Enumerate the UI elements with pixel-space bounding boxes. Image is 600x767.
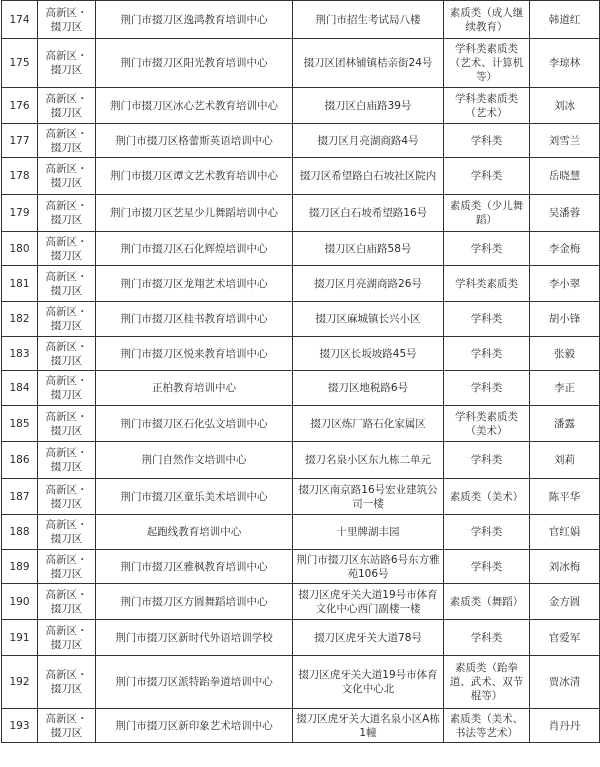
institution-name-cell: 荆门市掇刀区阳光教育培训中心 (96, 39, 293, 88)
category-cell: 素质类（少儿舞蹈） (444, 195, 530, 232)
category-cell: 学科类 (444, 337, 530, 371)
row-number-cell: 179 (2, 195, 38, 232)
row-number-cell: 189 (2, 550, 38, 584)
table-row (2, 442, 600, 479)
table-body (2, 1, 600, 743)
row-number-cell: 190 (2, 584, 38, 620)
category-cell: 素质类（舞蹈） (444, 584, 530, 620)
institution-name-cell: 荆门市掇刀区新印象艺术培训中心 (96, 709, 293, 743)
contact-person-cell: 韩道红 (530, 1, 600, 39)
address-cell: 掇刀区团林铺镇桔亲街24号 (293, 39, 444, 88)
institution-name-cell: 荆门自然作文培训中心 (96, 442, 293, 479)
contact-person-cell: 官爱军 (530, 620, 600, 656)
address-cell: 掇刀区虎牙关大道78号 (293, 620, 444, 656)
table-row (2, 302, 600, 337)
row-number-cell: 191 (2, 620, 38, 656)
institution-name-cell: 荆门市掇刀区谭文艺术教育培训中心 (96, 158, 293, 195)
contact-person-cell: 刘莉 (530, 442, 600, 479)
contact-person-cell: 胡小锋 (530, 302, 600, 337)
address-cell: 掇刀区希望路白石坡社区院内 (293, 158, 444, 195)
row-number-cell: 180 (2, 232, 38, 266)
district-cell: 高新区・掇刀区 (38, 88, 96, 124)
category-cell: 素质类（成人继续教育） (444, 1, 530, 39)
district-cell: 高新区・掇刀区 (38, 337, 96, 371)
contact-person-cell: 李小翠 (530, 266, 600, 302)
address-cell: 掇刀区虎牙关大道名泉小区A栋1幢 (293, 709, 444, 743)
institution-name-cell: 荆门市掇刀区石化弘文培训中心 (96, 406, 293, 442)
district-cell: 高新区・掇刀区 (38, 709, 96, 743)
category-cell: 学科类 (444, 158, 530, 195)
row-number-cell: 181 (2, 266, 38, 302)
district-cell: 高新区・掇刀区 (38, 515, 96, 550)
row-number-cell: 177 (2, 124, 38, 158)
row-number-cell: 182 (2, 302, 38, 337)
address-cell: 掇刀区麻城镇长兴小区 (293, 302, 444, 337)
district-cell: 高新区・掇刀区 (38, 584, 96, 620)
category-cell: 学科类 (444, 232, 530, 266)
contact-person-cell: 贾冰清 (530, 656, 600, 709)
category-cell: 学科类 (444, 550, 530, 584)
category-cell: 素质类（跆拳道、武术、双节棍等） (444, 656, 530, 709)
contact-person-cell: 肖丹丹 (530, 709, 600, 743)
district-cell: 高新区・掇刀区 (38, 266, 96, 302)
row-number-cell: 188 (2, 515, 38, 550)
table-row (2, 158, 600, 195)
category-cell: 学科类 (444, 371, 530, 406)
contact-person-cell: 刘雪兰 (530, 124, 600, 158)
category-cell: 学科类 (444, 515, 530, 550)
row-number-cell: 193 (2, 709, 38, 743)
row-number-cell: 186 (2, 442, 38, 479)
address-cell: 掇刀区地税路6号 (293, 371, 444, 406)
contact-person-cell: 刘冰梅 (530, 550, 600, 584)
table-row (2, 39, 600, 88)
institution-name-cell: 荆门市掇刀区石化辉煌培训中心 (96, 232, 293, 266)
district-cell: 高新区・掇刀区 (38, 302, 96, 337)
district-cell: 高新区・掇刀区 (38, 195, 96, 232)
institution-name-cell: 起跑线教育培训中心 (96, 515, 293, 550)
district-cell: 高新区・掇刀区 (38, 406, 96, 442)
row-number-cell: 176 (2, 88, 38, 124)
category-cell: 学科类素质类（艺术、计算机等） (444, 39, 530, 88)
table-row (2, 1, 600, 39)
table-row (2, 515, 600, 550)
contact-person-cell: 李正 (530, 371, 600, 406)
institution-name-cell: 荆门市掇刀区派特跆拳道培训中心 (96, 656, 293, 709)
row-number-cell: 183 (2, 337, 38, 371)
category-cell: 学科类素质类（艺术） (444, 88, 530, 124)
institution-name-cell: 荆门市掇刀区冰心艺术教育培训中心 (96, 88, 293, 124)
category-cell: 素质类（美术、书法等艺术） (444, 709, 530, 743)
institution-name-cell: 荆门市掇刀区龙翔艺术培训中心 (96, 266, 293, 302)
institution-name-cell: 荆门市掇刀区桂书教育培训中心 (96, 302, 293, 337)
institution-table (1, 0, 600, 743)
district-cell: 高新区・掇刀区 (38, 158, 96, 195)
address-cell: 荆门市掇刀区东站路6号东方雅苑106号 (293, 550, 444, 584)
table-row (2, 371, 600, 406)
district-cell: 高新区・掇刀区 (38, 371, 96, 406)
district-cell: 高新区・掇刀区 (38, 39, 96, 88)
institution-name-cell: 荆门市掇刀区方圆舞蹈培训中心 (96, 584, 293, 620)
address-cell: 掇刀区长坂坡路45号 (293, 337, 444, 371)
address-cell: 掇刀区炼厂路石化家属区 (293, 406, 444, 442)
contact-person-cell: 岳晓慧 (530, 158, 600, 195)
row-number-cell: 185 (2, 406, 38, 442)
address-cell: 十里牌湖丰园 (293, 515, 444, 550)
district-cell: 高新区・掇刀区 (38, 620, 96, 656)
district-cell: 高新区・掇刀区 (38, 479, 96, 515)
contact-person-cell: 官红娟 (530, 515, 600, 550)
district-cell: 高新区・掇刀区 (38, 442, 96, 479)
district-cell: 高新区・掇刀区 (38, 550, 96, 584)
institution-name-cell: 荆门市掇刀区悦来教育培训中心 (96, 337, 293, 371)
address-cell: 荆门市招生考试局八楼 (293, 1, 444, 39)
address-cell: 掇刀区白庙路39号 (293, 88, 444, 124)
institution-name-cell: 荆门市掇刀区雅枫教育培训中心 (96, 550, 293, 584)
address-cell: 掇刀区虎牙关大道19号市体育文化中心北 (293, 656, 444, 709)
row-number-cell: 174 (2, 1, 38, 39)
category-cell: 素质类（美术） (444, 479, 530, 515)
row-number-cell: 187 (2, 479, 38, 515)
institution-name-cell: 荆门市掇刀区童乐美术培训中心 (96, 479, 293, 515)
contact-person-cell: 金方圆 (530, 584, 600, 620)
table-row (2, 620, 600, 656)
contact-person-cell: 李金梅 (530, 232, 600, 266)
row-number-cell: 175 (2, 39, 38, 88)
contact-person-cell: 刘冰 (530, 88, 600, 124)
institution-name-cell: 正柏教育培训中心 (96, 371, 293, 406)
address-cell: 掇刀区白庙路58号 (293, 232, 444, 266)
institution-name-cell: 荆门市掇刀区格蕾斯英语培训中心 (96, 124, 293, 158)
address-cell: 掇刀区白石坡希望路16号 (293, 195, 444, 232)
table-row (2, 406, 600, 442)
institution-name-cell: 荆门市掇刀区艺星少儿舞蹈培训中心 (96, 195, 293, 232)
institution-name-cell: 荆门市掇刀区新时代外语培训学校 (96, 620, 293, 656)
district-cell: 高新区・掇刀区 (38, 124, 96, 158)
table-row (2, 709, 600, 743)
contact-person-cell: 李琼林 (530, 39, 600, 88)
address-cell: 掇刀区月亮湖商路26号 (293, 266, 444, 302)
category-cell: 学科类素质类（美术） (444, 406, 530, 442)
row-number-cell: 178 (2, 158, 38, 195)
table-row (2, 195, 600, 232)
table-row (2, 337, 600, 371)
contact-person-cell: 陈平华 (530, 479, 600, 515)
category-cell: 学科类 (444, 302, 530, 337)
category-cell: 学科类素质类 (444, 266, 530, 302)
table-row (2, 232, 600, 266)
district-cell: 高新区・掇刀区 (38, 656, 96, 709)
category-cell: 学科类 (444, 620, 530, 656)
contact-person-cell: 潘露 (530, 406, 600, 442)
address-cell: 掇刀区南京路16号宏业建筑公司一楼 (293, 479, 444, 515)
institution-name-cell: 荆门市掇刀区逸鸿教育培训中心 (96, 1, 293, 39)
district-cell: 高新区・掇刀区 (38, 1, 96, 39)
table-row (2, 266, 600, 302)
address-cell: 掇刀区虎牙关大道19号市体育文化中心西门副楼一楼 (293, 584, 444, 620)
contact-person-cell: 吴潘蓉 (530, 195, 600, 232)
category-cell: 学科类 (444, 124, 530, 158)
contact-person-cell: 张毅 (530, 337, 600, 371)
table-row (2, 88, 600, 124)
table-row (2, 550, 600, 584)
address-cell: 掇刀名泉小区东九栋二单元 (293, 442, 444, 479)
row-number-cell: 192 (2, 656, 38, 709)
table-row (2, 584, 600, 620)
category-cell: 学科类 (444, 442, 530, 479)
row-number-cell: 184 (2, 371, 38, 406)
address-cell: 掇刀区月亮湖商路4号 (293, 124, 444, 158)
table-row (2, 124, 600, 158)
table-row (2, 479, 600, 515)
district-cell: 高新区・掇刀区 (38, 232, 96, 266)
table-row (2, 656, 600, 709)
